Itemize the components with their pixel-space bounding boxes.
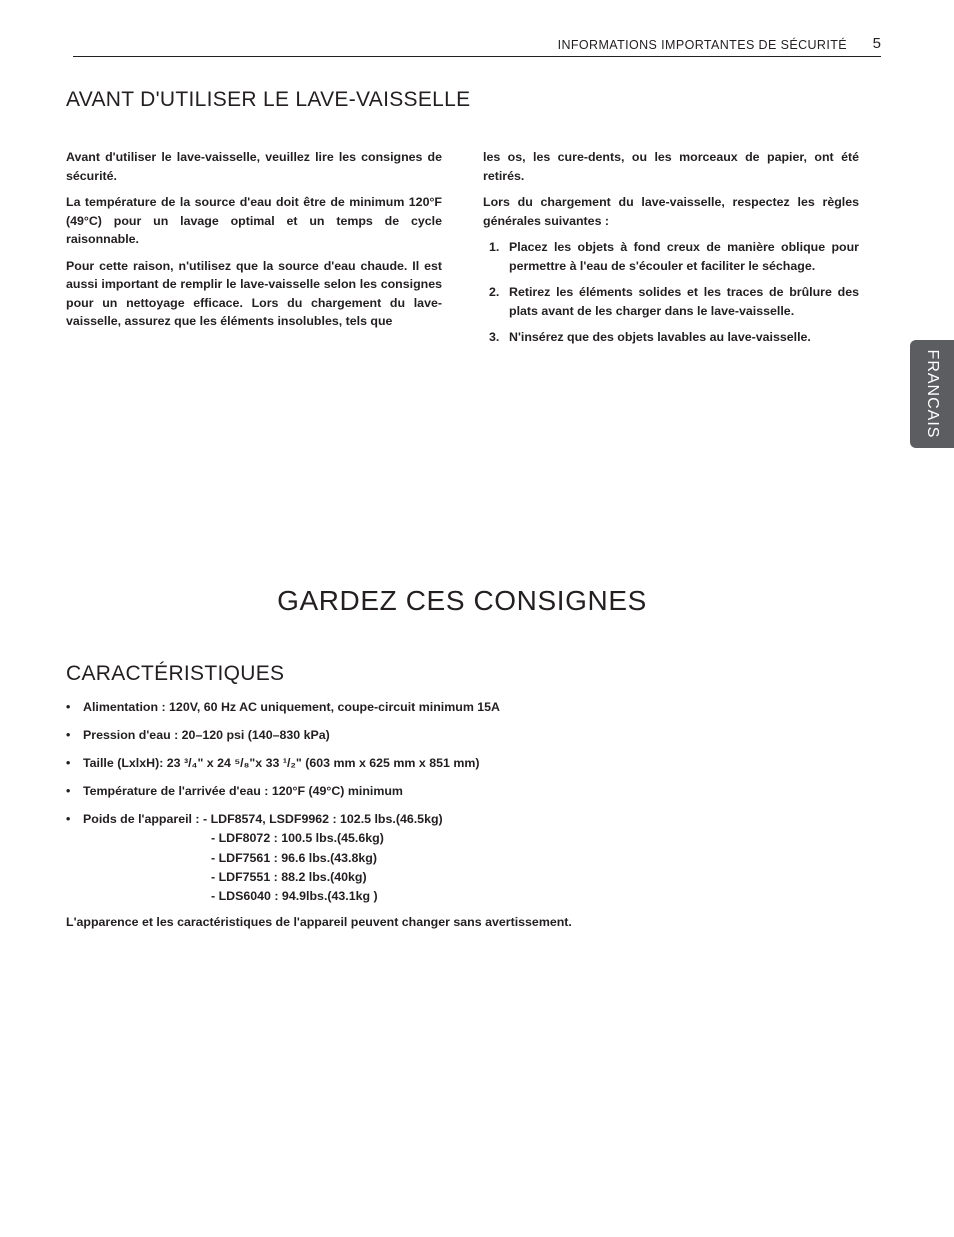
list-item: [483, 283, 859, 320]
step-text: N'insérez que des objets lavables au lave-vaisselle.: [509, 330, 811, 344]
language-tab-label: FRANCAIS: [924, 349, 941, 439]
paragraph: Lors du chargement du lave-vaisselle, respectez les règles générales suivantes :: [483, 195, 859, 228]
list-item: [66, 754, 766, 773]
weight-line: - LDF7551 : 88.2 lbs.(40kg): [211, 869, 367, 884]
list-item: [483, 328, 859, 347]
keep-instructions-title: GARDEZ CES CONSIGNES: [277, 585, 647, 616]
weights-list: [83, 810, 766, 906]
bullet: •: [66, 812, 71, 826]
paragraph: Pour cette raison, n'utilisez que la source d'eau chaude. Il est aussi important de remplir le lave-vaisselle selon les consignes pour un nettoyage efficace. Lors du chargement du lave-vaisselle, assurez que les éléments insolubles, tels que: [66, 258, 442, 328]
weight-line: Poids de l'appareil : - LDF8574, LSDF9962 : 102.5 lbs.(46.5kg): [83, 812, 443, 826]
paragraph: La température de la source d'eau doit être de minimum 120°F (49°C) pour un lavage optimal et un temps de cycle raisonnable.: [66, 195, 442, 246]
step-number: 3.: [489, 330, 500, 344]
paragraph: Avant d'utiliser le lave-vaisselle, veuillez lire les consignes de sécurité.: [66, 150, 442, 183]
step-number: 1.: [489, 240, 500, 254]
right-column: [483, 148, 859, 355]
spec-text: Alimentation : 120V, 60 Hz AC uniquement, coupe-circuit minimum 15A: [83, 700, 501, 714]
list-item: [483, 238, 859, 275]
weight-line: - LDF7561 : 96.6 lbs.(43.8kg): [211, 850, 377, 865]
language-tab: [910, 340, 954, 448]
left-column: [66, 148, 442, 339]
spec-text: Pression d'eau : 20–120 psi (140–830 kPa): [83, 728, 330, 742]
page-number: 5: [872, 35, 881, 52]
weight-line: - LDS6040 : 94.9lbs.(43.1kg ): [211, 889, 378, 904]
header-title: INFORMATIONS IMPORTANTES DE SÉCURITÉ: [557, 38, 847, 52]
spec-text: Taille (LxlxH): 23 ³/₄" x 24 ⁵/₈"x 33 ¹/₂" (603 mm x 625 mm x 851 mm): [83, 756, 480, 770]
list-item: [66, 782, 766, 801]
section-title-specifications: CARACTÉRISTIQUES: [66, 662, 285, 685]
loading-steps-list: [483, 238, 859, 347]
list-item: [66, 810, 766, 906]
bullet: •: [66, 728, 71, 742]
bullet: •: [66, 700, 71, 714]
page-header: [73, 36, 881, 57]
list-item: [66, 726, 766, 745]
step-text: Retirez les éléments solides et les traces de brûlure des plats avant de les charger dans le lave-vaisselle.: [509, 285, 859, 318]
bullet: •: [66, 756, 71, 770]
disclaimer-note: L'apparence et les caractéristiques de l'appareil peuvent changer sans avertissement.: [66, 915, 572, 929]
paragraph: les os, les cure-dents, ou les morceaux de papier, ont été retirés.: [483, 150, 859, 183]
bullet: •: [66, 784, 71, 798]
section-title-before-use: AVANT D'UTILISER LE LAVE-VAISSELLE: [66, 88, 471, 111]
specifications-list: [66, 698, 766, 915]
step-number: 2.: [489, 285, 500, 299]
step-text: Placez les objets à fond creux de manière oblique pour permettre à l'eau de s'écouler et faciliter le séchage.: [509, 240, 859, 273]
weight-line: - LDF8072 : 100.5 lbs.(45.6kg): [211, 831, 384, 846]
spec-text: Température de l'arrivée d'eau : 120°F (49°C) minimum: [83, 784, 403, 798]
list-item: [66, 698, 766, 717]
